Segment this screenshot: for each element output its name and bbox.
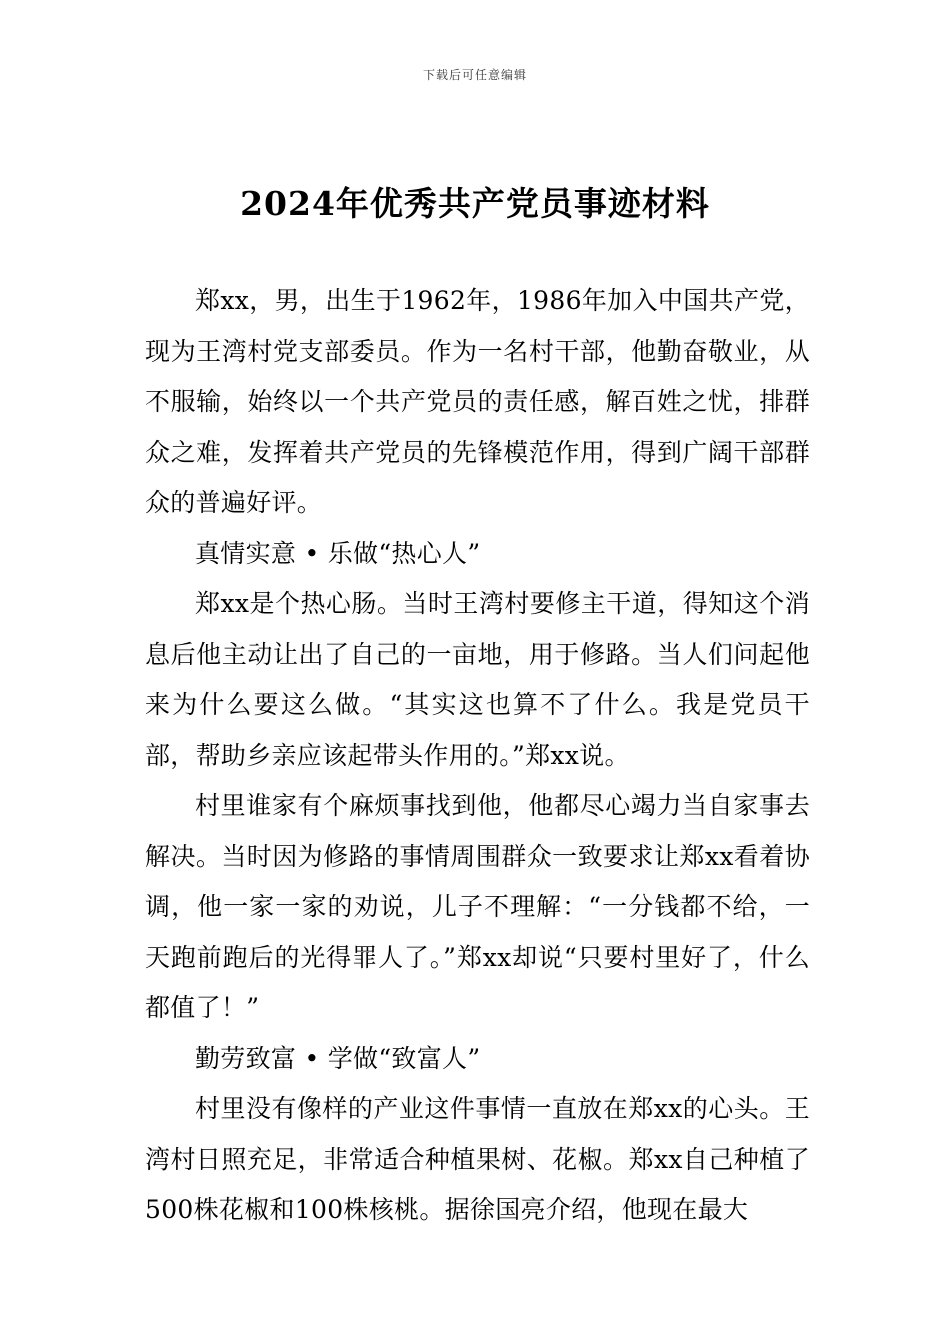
paragraph-road-land: 郑xx是个热心肠。当时王湾村要修主干道，得知这个消息后他主动让出了自己的一亩地，用于修路。当人们问起他来为什么要这么做。“其实这也算不了什么。我是党员干部，帮助乡亲应该起带头作用的。”郑xx说。: [145, 589, 810, 770]
paragraph-industry: 村里没有像样的产业这件事情一直放在郑xx的心头。王湾村日照充足，非常适合种植果树、花椒。郑xx自己种植了500株花椒和100株核桃。据徐国亮介绍，他现在最大: [145, 1094, 810, 1224]
paragraph-intro: 郑xx，男，出生于1962年，1986年加入中国共产党，现为王湾村党支部委员。作为一名村干部，他勤奋敬业，从不服输，始终以一个共产党员的责任感，解百姓之忧，排群众之难，发挥着共产党员的先锋模范作用，得到广阔干部群众的普遍好评。: [145, 286, 810, 517]
section-heading-warm-heart: 真情实意 • 乐做“热心人”: [195, 538, 481, 568]
section-heading-prosperity: 勤劳致富 • 学做“致富人”: [195, 1043, 481, 1073]
paragraph-help-villagers: 村里谁家有个麻烦事找到他，他都尽心竭力当自家事去解决。当时因为修路的事情周围群众一致要求让郑xx看着协调，他一家一家的劝说，儿子不理解：“一分钱都不给，一天跑前跑后的光得罪人了。”郑xx却说“只要村里好了，什么都值了！”: [145, 791, 810, 1022]
document-body: [145, 276, 810, 1236]
header-note: 下载后可任意编辑: [422, 68, 527, 82]
document-title: 2024年优秀共产党员事迹材料: [240, 184, 710, 223]
